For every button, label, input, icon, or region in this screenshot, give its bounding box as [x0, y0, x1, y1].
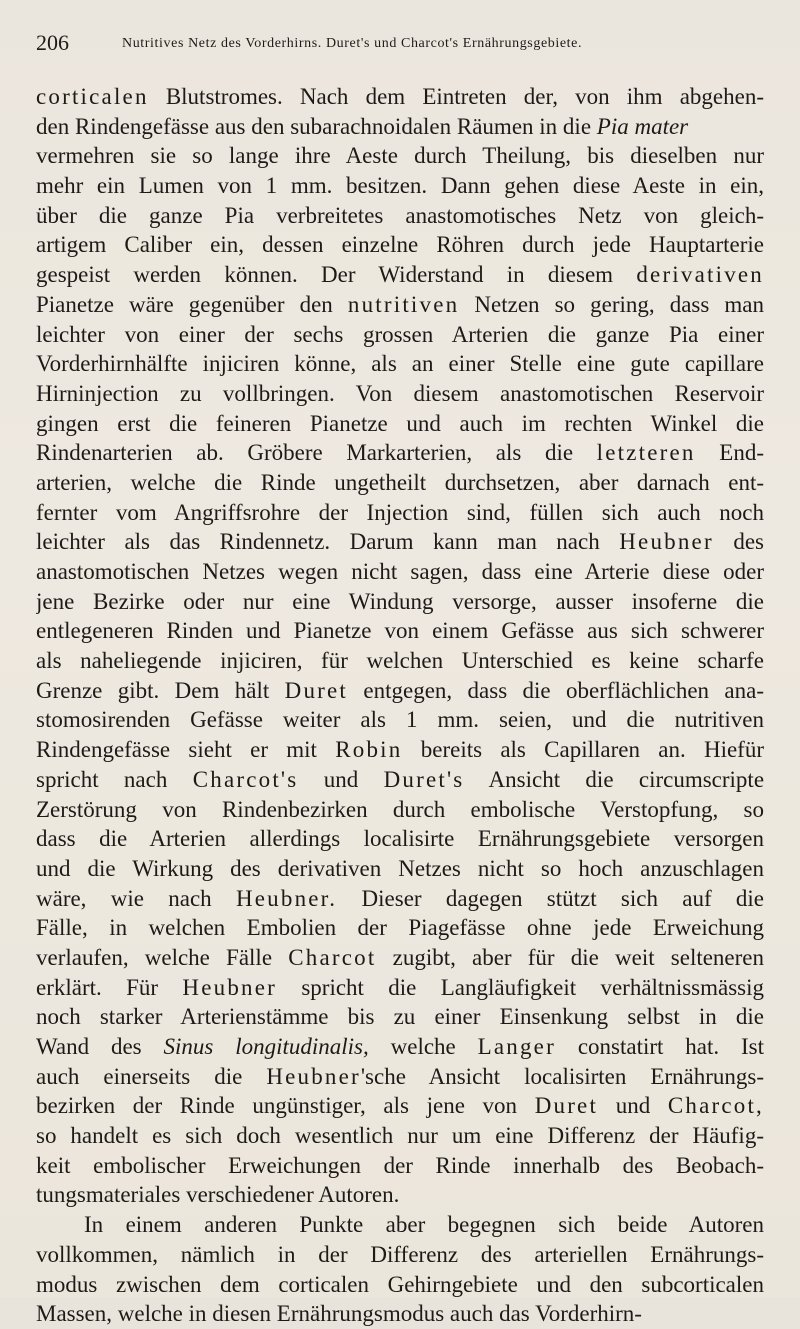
text-run: Grenze gibt. Dem hält	[36, 677, 285, 703]
text-run: zugibt, aber für die weit selteneren	[376, 944, 764, 970]
text-run: und	[598, 1093, 668, 1119]
spaced-name: Heubner	[182, 974, 277, 1000]
text-run: stomosirenden Gefässe weiter als 1 mm. seien, und die nutritiven	[36, 707, 764, 733]
spaced-name: Heubner.	[235, 885, 338, 911]
text-line	[36, 1180, 764, 1210]
text-line	[36, 141, 764, 171]
text-run: erklärt. Für	[36, 974, 183, 1000]
text-run: gespeist werden können. Der Widerstand in diesem	[36, 262, 637, 288]
text-run: anastomotischen Netzes wegen nicht sagen, dass eine Arterie diese oder	[36, 559, 764, 584]
text-line	[36, 527, 764, 557]
text-run: als naheliegende injiciren, für welchen Unterschied es keine scharfe	[36, 648, 764, 674]
text-run: und	[298, 766, 384, 792]
text-run: mehr ein Lumen von 1 mm. besitzen. Dann gehen diese Aeste in ein,	[36, 173, 764, 199]
italic-term: Pia mater	[596, 113, 689, 139]
spaced-name: letzteren	[596, 440, 696, 466]
text-run: vermehren sie so lange ihre Aeste durch Theilung, bis dieselben nur	[36, 143, 764, 169]
spaced-name: Duret	[284, 677, 349, 703]
text-line	[36, 290, 764, 320]
text-run: spricht die Langläufigkeit verhältnissmässig	[277, 974, 764, 1000]
text-run: 'sche Ansicht localisirten Ernährungs-	[360, 1063, 764, 1089]
text-run: wäre, wie nach	[36, 885, 236, 911]
spaced-name: nutritiven	[347, 291, 460, 317]
text-run: vollkommen, nämlich in der Differenz des arteriellen Ernährungs-	[36, 1241, 764, 1267]
text-line	[36, 112, 764, 142]
text-run: keit embolischer Erweichungen der Rinde innerhalb des Beobach-	[36, 1152, 764, 1178]
text-run: End-	[695, 440, 764, 466]
text-line	[36, 1121, 764, 1151]
body-text	[36, 82, 764, 1329]
text-line	[36, 230, 764, 260]
spaced-name: Robin	[335, 737, 403, 763]
text-line	[36, 646, 764, 676]
text-run: verlaufen, welche Fälle	[36, 944, 289, 970]
text-run: auch einerseits die	[36, 1063, 267, 1089]
text-line	[36, 82, 764, 112]
spaced-name: derivativen	[636, 262, 764, 288]
text-run: Dieser dagegen stützt sich auf die	[337, 885, 764, 911]
text-run: modus zwischen dem corticalen Gehirngebiete und den subcorticalen	[36, 1271, 764, 1297]
page-header	[36, 26, 776, 62]
text-line	[36, 705, 764, 735]
text-run: fernter vom Angriffsrohre der Injection sind, füllen sich auch noch	[36, 499, 764, 525]
spaced-name: Langer	[477, 1034, 556, 1059]
text-line	[36, 735, 764, 765]
text-run: Pianetze wäre gegenüber den	[36, 291, 348, 317]
text-line	[36, 409, 764, 439]
text-line	[36, 320, 764, 350]
spaced-name: Charcot	[288, 944, 377, 970]
spaced-name: Heubner	[266, 1063, 361, 1089]
text-line	[36, 438, 764, 468]
text-run: den Rindengefässe aus den subarachnoidalen Räumen in die	[36, 113, 597, 139]
text-line	[36, 1091, 764, 1121]
text-line	[36, 884, 764, 914]
text-run: Netzen so gering, dass man	[459, 291, 764, 317]
spaced-name: corticalen	[36, 84, 149, 109]
text-line	[36, 498, 764, 528]
text-line	[36, 171, 764, 201]
text-run: leichter von einer der sechs grossen Arterien die ganze Pia einer	[36, 321, 764, 347]
text-run: leichter als das Rindennetz. Darum kann man nach	[36, 529, 620, 555]
text-run: jene Bezirke oder nur eine Windung versorge, ausser insoferne die	[36, 588, 764, 614]
text-line	[36, 349, 764, 379]
text-line	[36, 379, 764, 409]
spaced-name: Duret	[534, 1093, 599, 1119]
page-number: 206	[36, 30, 69, 55]
text-run: und die Wirkung des derivativen Netzes nicht so hoch anzuschlagen	[36, 855, 764, 881]
text-run: dass die Arterien allerdings localisirte Ernährungsgebiete versorgen	[36, 826, 764, 852]
spaced-name: Heubner	[619, 529, 714, 555]
text-run: entgegen, dass die oberflächlichen ana-	[348, 677, 764, 703]
text-line	[36, 1299, 764, 1329]
text-line	[36, 616, 764, 646]
text-run: Wand des	[36, 1034, 164, 1059]
text-line	[36, 943, 764, 973]
text-line	[36, 260, 764, 290]
text-line	[36, 557, 764, 587]
text-run: bereits als Capillaren an. Hiefür	[402, 737, 764, 763]
text-line	[36, 1151, 764, 1181]
text-run: Fälle, in welchen Embolien der Piagefässe ohne jede Erweichung	[36, 915, 764, 941]
text-run: des	[713, 529, 764, 555]
text-run: welche	[368, 1034, 478, 1059]
text-run: noch starker Arterienstämme bis zu einer Einsenkung selbst in die	[36, 1004, 764, 1030]
text-line	[36, 1062, 764, 1092]
text-run: spricht nach	[36, 766, 193, 792]
text-run: Massen, welche in diesen Ernährungsmodus auch das Vorderhirn-	[36, 1301, 642, 1327]
text-run: tungsmateriales verschiedener Autoren.	[36, 1182, 400, 1208]
text-line	[36, 1240, 764, 1270]
text-run: Blutstromes. Nach dem Eintreten der, von ihm abgehen-	[148, 84, 764, 109]
text-run: entlegeneren Rinden und Pianetze von einem Gefässe aus sich schwerer	[36, 618, 764, 644]
running-head: Nutritives Netz des Vorderhirns. Duret's und Charcot's Ernährungsgebiete.	[122, 36, 583, 51]
text-run: arterien, welche die Rinde ungetheilt durchsetzen, aber darnach ent-	[36, 469, 764, 495]
text-run: so handelt es sich doch wesentlich nur um eine Differenz der Häufig-	[36, 1123, 764, 1149]
text-line	[36, 587, 764, 617]
text-run: Ansicht die circumscripte	[464, 766, 764, 792]
text-line	[36, 765, 764, 795]
text-line	[36, 824, 764, 854]
text-run: constatirt hat. Ist	[555, 1034, 764, 1059]
text-run: Rindengefässe sieht er mit	[36, 737, 336, 763]
text-run: Vorderhirnhälfte injiciren könne, als an einer Stelle eine gute capillare	[36, 351, 764, 377]
text-run: Zerstörung von Rindenbezirken durch embolische Verstopfung, so	[36, 796, 764, 822]
text-line	[36, 795, 764, 825]
text-line	[36, 1270, 764, 1300]
text-line	[36, 854, 764, 884]
italic-term: Sinus longitudinalis,	[163, 1034, 369, 1059]
text-run: artigem Caliber ein, dessen einzelne Röhren durch jede Hauptarterie	[36, 232, 764, 258]
text-run: über die ganze Pia verbreitetes anastomotisches Netz von gleich-	[36, 202, 764, 228]
spaced-name: Charcot's	[192, 766, 299, 792]
text-line	[36, 468, 764, 498]
text-line	[36, 1032, 764, 1062]
text-run: gingen erst die feineren Pianetze und auch im rechten Winkel die	[36, 410, 764, 436]
text-run: Rindenarterien ab. Gröbere Markarterien, als die	[36, 440, 597, 466]
text-line	[36, 913, 764, 943]
text-run: In einem anderen Punkte aber begegnen sich beide Autoren	[84, 1212, 764, 1238]
spaced-name: Charcot,	[667, 1093, 764, 1119]
text-line	[36, 201, 764, 231]
text-run: Hirninjection zu vollbringen. Von diesem anastomotischen Reservoir	[36, 380, 764, 406]
text-line	[36, 676, 764, 706]
text-line	[36, 1210, 764, 1240]
text-run: bezirken der Rinde ungünstiger, als jene von	[36, 1093, 535, 1119]
text-line	[36, 973, 764, 1003]
text-line	[36, 1002, 764, 1032]
spaced-name: Duret's	[383, 766, 465, 792]
